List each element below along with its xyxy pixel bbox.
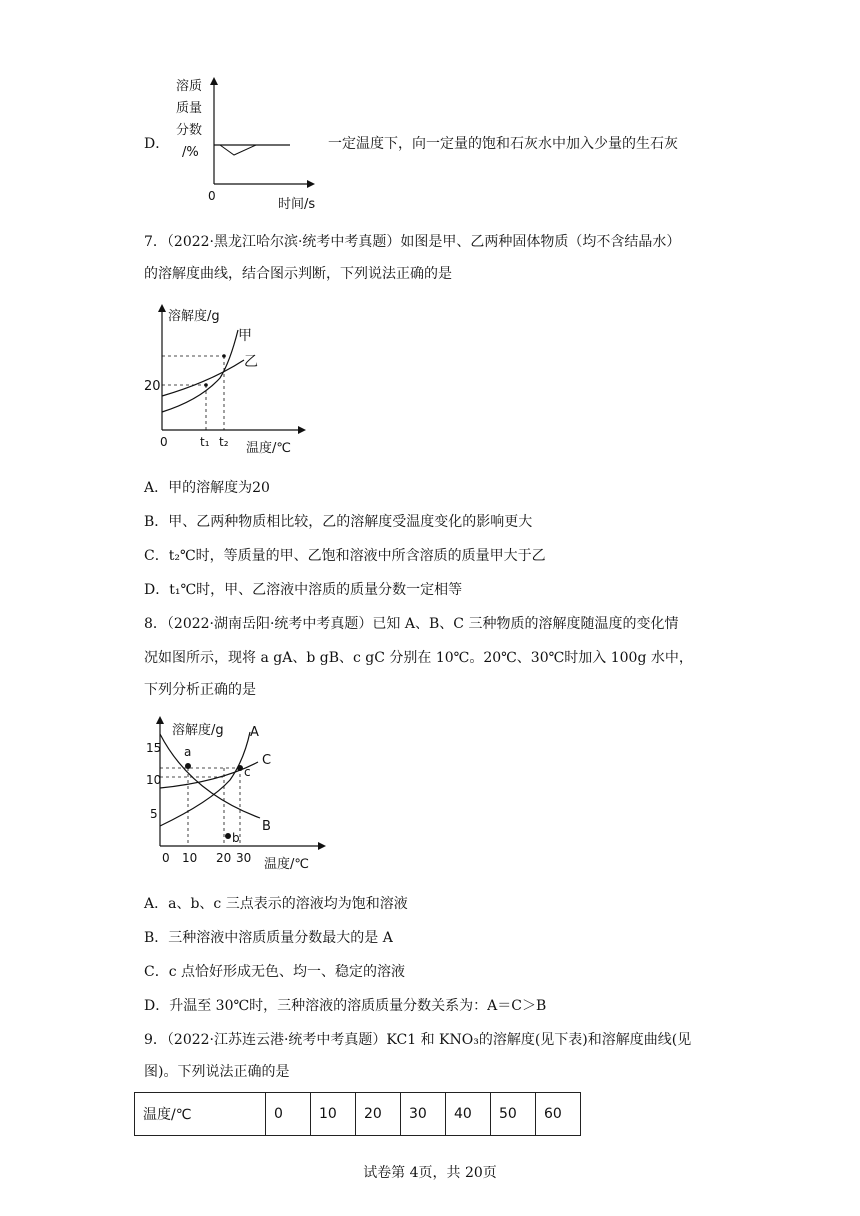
table-cell: 40 bbox=[446, 1093, 491, 1136]
q8-option-d: D．升温至 30℃时，三种溶液的溶质质量分数关系为：A＝C＞B bbox=[144, 998, 547, 1014]
table-cell: 10 bbox=[311, 1093, 356, 1136]
q9-table bbox=[134, 1092, 581, 1136]
q7-xtick-t2: t₂ bbox=[219, 435, 229, 449]
q8-point-a-label: a bbox=[184, 745, 192, 759]
q8-option-c: C．c 点恰好形成无色、均一、稳定的溶液 bbox=[144, 964, 406, 980]
q8-ytick-5: 5 bbox=[150, 807, 158, 821]
q8-chart bbox=[140, 712, 330, 874]
q8-point-b-label: b bbox=[232, 831, 240, 845]
q7-option-a: A．甲的溶解度为20 bbox=[144, 480, 270, 496]
q7-option-b: B．甲、乙两种物质相比较，乙的溶解度受温度变化的影响更大 bbox=[144, 514, 533, 530]
table-cell: 30 bbox=[401, 1093, 446, 1136]
q8-option-a: A．a、b、c 三点表示的溶液均为饱和溶液 bbox=[144, 896, 408, 912]
q7-series-yi-label: 乙 bbox=[244, 354, 258, 370]
table-row bbox=[135, 1093, 581, 1136]
q8-stem-1: 8．（2022·湖南岳阳·统考中考真题）已知 A、B、C 三种物质的溶解度随温度的变化情 bbox=[144, 616, 679, 632]
q8-series-a-label: A bbox=[250, 725, 259, 740]
q8-xlabel: 温度/℃ bbox=[264, 857, 309, 872]
option-d-xlabel: 时间/s bbox=[278, 197, 316, 212]
q7-xtick-t1: t₁ bbox=[200, 435, 210, 449]
option-d-ylabel-4: /% bbox=[182, 145, 199, 160]
q8-point-c-label: c bbox=[244, 765, 251, 779]
table-cell: 20 bbox=[356, 1093, 401, 1136]
q7-option-d: D．t₁℃时，甲、乙溶液中溶质的质量分数一定相等 bbox=[144, 582, 463, 598]
q7-option-c: C．t₂℃时，等质量的甲、乙饱和溶液中所含溶质的质量甲大于乙 bbox=[144, 548, 546, 564]
option-d-origin: 0 bbox=[208, 189, 216, 203]
q8-xtick-10: 10 bbox=[182, 851, 198, 865]
q8-xtick-20: 20 bbox=[216, 851, 232, 865]
q7-stem-1: 7．（2022·黑龙江哈尔滨·统考中考真题）如图是甲、乙两种固体物质（均不含结晶水） bbox=[144, 234, 681, 250]
q8-point-c bbox=[237, 765, 243, 771]
q8-curve-a bbox=[160, 732, 250, 826]
q9-stem-2: 图)。下列说法正确的是 bbox=[144, 1064, 290, 1080]
q8-series-c-label: C bbox=[262, 753, 272, 768]
q7-series-jia-label: 甲 bbox=[238, 328, 252, 344]
option-d-ylabel-1: 溶质 bbox=[176, 79, 203, 94]
q8-xtick-30: 30 bbox=[236, 851, 252, 865]
q8-stem-2: 况如图所示，现将 a gA、b gB、c gC 分别在 10℃。20℃、30℃时加入 100g 水中， bbox=[144, 650, 693, 666]
q8-option-b: B．三种溶液中溶质质量分数最大的是 A bbox=[144, 930, 393, 946]
page-footer: 试卷第 4页，共 20页 bbox=[363, 1165, 497, 1181]
option-d-label: D． bbox=[144, 136, 170, 152]
q7-curve-yi bbox=[162, 360, 244, 396]
q7-ytick-20: 20 bbox=[144, 379, 161, 394]
option-d-chart bbox=[170, 72, 330, 212]
q8-point-a bbox=[185, 763, 191, 769]
table-cell: 0 bbox=[266, 1093, 311, 1136]
q7-xlabel: 温度/℃ bbox=[246, 441, 291, 456]
q8-ylabel: 溶解度/g bbox=[172, 723, 224, 738]
q9-stem-1: 9．（2022·江苏连云港·统考中考真题）KC1 和 KNO₃的溶解度(见下表)和溶解度曲线(见 bbox=[144, 1032, 692, 1048]
q7-ylabel: 溶解度/g bbox=[168, 309, 220, 324]
option-d-dip-line bbox=[220, 145, 256, 155]
q8-stem-3: 下列分析正确的是 bbox=[144, 682, 256, 698]
option-d-ylabel-3: 分数 bbox=[176, 123, 203, 138]
q8-xtick-0: 0 bbox=[162, 851, 170, 865]
table-cell: 温度/℃ bbox=[135, 1093, 266, 1136]
q7-chart bbox=[140, 300, 310, 460]
table-cell: 50 bbox=[491, 1093, 536, 1136]
q7-stem-2: 的溶解度曲线，结合图示判断，下列说法正确的是 bbox=[144, 266, 452, 282]
q7-origin: 0 bbox=[160, 435, 168, 449]
q8-series-b-label: B bbox=[262, 819, 271, 834]
q8-ytick-15: 15 bbox=[146, 741, 162, 755]
option-d-ylabel-2: 质量 bbox=[176, 101, 203, 116]
q8-point-b bbox=[225, 833, 231, 839]
option-d-description: 一定温度下，向一定量的饱和石灰水中加入少量的生石灰 bbox=[328, 136, 678, 152]
q7-curve-jia bbox=[162, 330, 238, 412]
table-cell: 60 bbox=[536, 1093, 581, 1136]
q8-ytick-10: 10 bbox=[146, 773, 162, 787]
